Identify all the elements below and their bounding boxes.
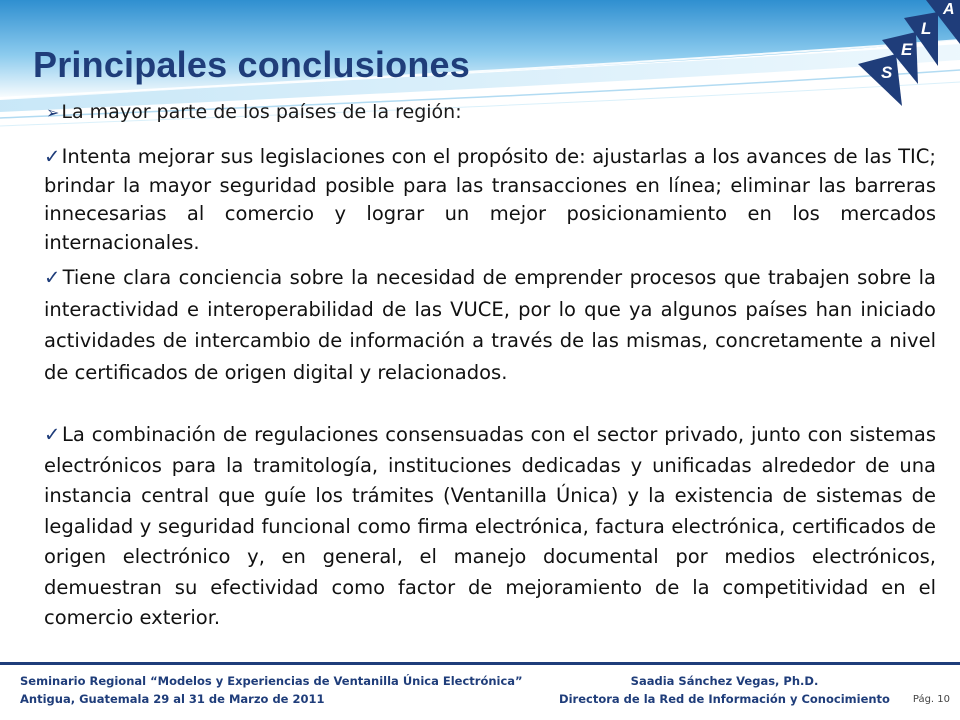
footer-event-date: Antigua, Guatemala 29 al 31 de Marzo de 2011: [20, 692, 325, 706]
sela-logo: [852, 0, 960, 106]
conclusion-text-1: Intenta mejorar sus legislaciones con el propósito de: ajustarlas a los avances de las TIC; brindar la mayor seguridad posible para las transacciones en línea; eliminar las barreras innecesarias al comercio y lograr un mejor posicionamiento en los mercados internacionales.: [44, 145, 936, 254]
footer-divider: [0, 662, 960, 665]
lead-text: La mayor parte de los países de la región:: [61, 101, 462, 123]
footer-event-title: Seminario Regional “Modelos y Experiencias de Ventanilla Única Electrónica”: [20, 674, 523, 688]
lead-bullet: [46, 101, 462, 123]
conclusion-item-3: [44, 420, 936, 634]
slide-title: Principales conclusiones: [33, 44, 470, 85]
footer-author-role: Directora de la Red de Información y Conocimiento: [559, 692, 890, 706]
conclusion-item-1: [44, 143, 936, 257]
arrow-bullet-icon: ➢: [46, 103, 60, 122]
footer-event-info: [20, 672, 523, 708]
conclusion-text-2: Tiene clara conciencia sobre la necesidad de emprender procesos que trabajen sobre la interactividad e interoperabilidad de las VUCE, por lo que ya algunos países han iniciado actividades de intercambio de información a través de las mismas, concretamente a nivel de certificados de origen digital y relacionados.: [44, 266, 936, 384]
checkmark-icon: ✓: [44, 423, 62, 446]
logo-letter-a: A: [943, 1, 955, 18]
footer-author-info: [532, 672, 917, 708]
conclusion-text-3: La combinación de regulaciones consensuadas con el sector privado, junto con sistemas electrónicos para la tramitología, instituciones dedicadas y unificadas alrededor de una instancia central que guíe los trámites (Ventanilla Única) y la existencia de sistemas de legalidad y seguridad funcional como firma electrónica, factura electrónica, certificados de origen electrónico y, en general, el manejo documental por medios electrónicos, demuestran su efectividad como factor de mejoramiento de la competitividad en el comercio exterior.: [44, 423, 936, 629]
logo-letter-s: S: [881, 63, 893, 82]
checkmark-icon: ✓: [44, 266, 62, 289]
conclusion-item-2: [44, 262, 936, 388]
logo-letter-e: E: [901, 40, 913, 59]
page-number: Pág. 10: [912, 694, 950, 705]
checkmark-icon: ✓: [44, 145, 61, 168]
footer-author-name: Saadia Sánchez Vegas, Ph.D.: [630, 674, 819, 688]
logo-letter-l: L: [921, 19, 932, 38]
